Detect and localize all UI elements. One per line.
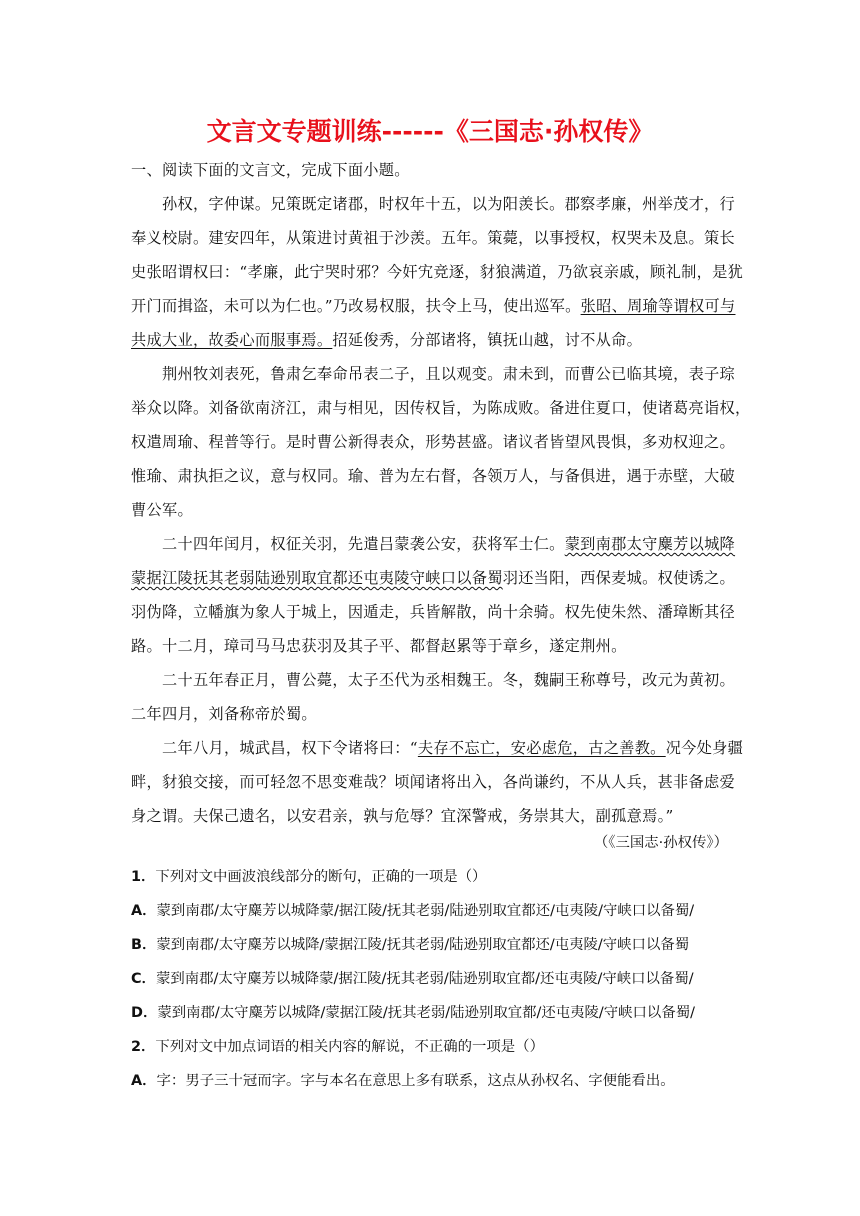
passage-text: 二年八月，城武昌，权下令诸将曰：“ <box>162 739 418 757</box>
question-number: 2． <box>131 1039 156 1055</box>
passage-line: 惟瑜、肃执拒之议，意与权同。瑜、普为左右督，各领万人，与备俱进，遇于赤壁，大破 <box>131 467 736 485</box>
passage-line: 曹公军。 <box>131 501 193 519</box>
passage-text: 开门而揖盗，未可以为仁也。”乃改易权服，扶令上马，使出巡军。 <box>131 297 581 315</box>
question-text: 下列对文中加点词语的相关内容的解说，不正确的一项是（） <box>155 1039 544 1055</box>
option-b <box>131 935 741 955</box>
passage-line: 史张昭谓权曰：“孝廉，此宁哭时邪？今奸宄竞逐，豺狼满道，乃欲哀亲戚，顾礼制，是犹 <box>131 263 744 281</box>
wavy-underlined-text: 蒙到南郡太守麋芳以城降 <box>564 535 736 553</box>
question-1 <box>131 867 741 887</box>
passage-line <box>131 568 736 588</box>
passage-text: 况今处身疆 <box>665 739 744 757</box>
passage-line: 孙权，字仲谋。兄策既定诸郡，时权年十五，以为阳羡长。郡察孝廉，州举茂才，行 <box>162 195 736 213</box>
document-title: 文言文专题训练------《三国志·孙权传》 <box>206 117 654 146</box>
underlined-sentence: 夫存不忘亡，安必虑危，古之善教。 <box>417 739 666 757</box>
option-d <box>131 1003 741 1023</box>
question-number: 1． <box>131 869 156 885</box>
option-label: A． <box>131 903 157 919</box>
option-label: D． <box>131 1005 158 1021</box>
passage-line: 权遣周瑜、程普等行。是时曹公新得表众，形势甚盛。诸议者皆望风畏惧，多劝权迎之。 <box>131 433 736 451</box>
passage-line: 畔，豺狼交接，而可轻忽不思变难哉？顷闻诸将出入，各尚谦约，不从人兵，甚非备虑爱 <box>131 773 736 791</box>
option-text: 蒙到南郡/太守麋芳以城降/蒙据江陵/抚其老弱/陆逊别取宜都/还屯夷陵/守峡口以备蜀/ <box>157 1005 695 1021</box>
passage-line <box>162 738 744 758</box>
passage-line: 举众以降。刘备欲南济江，肃与相见，因传权旨，为陈成败。备进住夏口，使诸葛亮诣权， <box>131 399 751 417</box>
underlined-sentence: 共成大业，故委心而服事焉。 <box>131 331 333 349</box>
passage-line <box>162 534 736 554</box>
passage-line: 羽伪降，立幡旗为象人于城上，因遁走，兵皆解散，尚十余骑。权先使朱然、潘璋断其径 <box>131 603 736 621</box>
option-text: 蒙到南郡/太守麋芳以城降蒙/据江陵/抚其老弱/陆逊别取宜都还/屯夷陵/守峡口以备蜀/ <box>156 903 695 919</box>
question-text: 下列对文中画波浪线部分的断句，正确的一项是（） <box>155 869 487 885</box>
passage-line: 身之谓。夫保己遗名，以安君亲，孰与危辱？宜深警戒，务崇其大，副孤意焉。” <box>131 807 674 825</box>
passage-line <box>131 296 736 316</box>
underlined-sentence: 张昭、周瑜等谓权可与 <box>580 297 736 315</box>
source-citation: （《三国志·孙权传》） <box>593 835 728 851</box>
option-label: A． <box>131 1073 157 1089</box>
option-a <box>131 1071 741 1091</box>
section-instruction: 一、阅读下面的文言文，完成下面小题。 <box>131 161 410 179</box>
option-label: B． <box>131 937 157 953</box>
option-text: 蒙到南郡/太守麋芳以城降/蒙据江陵/抚其老弱/陆逊别取宜都还/屯夷陵/守峡口以备蜀 <box>156 937 690 953</box>
passage-line <box>131 330 731 350</box>
passage-line: 路。十二月，璋司马马忠获羽及其子平、都督赵累等于章乡，遂定荆州。 <box>131 637 627 655</box>
passage-line: 二十五年春正月，曹公薨，太子丕代为丞相魏王。冬，魏嗣王称尊号，改元为黄初。 <box>162 671 736 689</box>
passage-line: 荆州牧刘表死，鲁肃乞奉命吊表二子，且以观变。肃未到，而曹公已临其境，表子琮 <box>162 365 736 383</box>
passage-text: 羽还当阳，西保麦城。权使诱之。 <box>502 569 736 587</box>
question-2 <box>131 1037 741 1057</box>
option-text: 蒙到南郡/太守麋芳以城降蒙/据江陵/抚其老弱/陆逊别取宜都/还屯夷陵/守峡口以备蜀/ <box>155 971 694 987</box>
passage-text: 招延俊秀，分部诸将，镇抚山越，讨不从命。 <box>332 331 643 349</box>
passage-line: 奉义校尉。建安四年，从策进讨黄祖于沙羡。五年。策薨，以事授权，权哭未及息。策长 <box>131 229 736 247</box>
passage-text: 二十四年闰月，权征关羽，先遣吕蒙袭公安，获将军士仁。 <box>162 535 565 553</box>
option-text: 字：男子三十冠而字。字与本名在意思上多有联系，这点从孙权名、字便能看出。 <box>156 1073 675 1089</box>
option-label: C． <box>131 971 156 987</box>
option-a <box>131 901 741 921</box>
wavy-underlined-text: 蒙据江陵抚其老弱陆逊别取宜都还屯夷陵守峡口以备蜀 <box>131 569 503 587</box>
passage-line: 二年四月，刘备称帝於蜀。 <box>131 705 317 723</box>
option-c <box>131 969 741 989</box>
